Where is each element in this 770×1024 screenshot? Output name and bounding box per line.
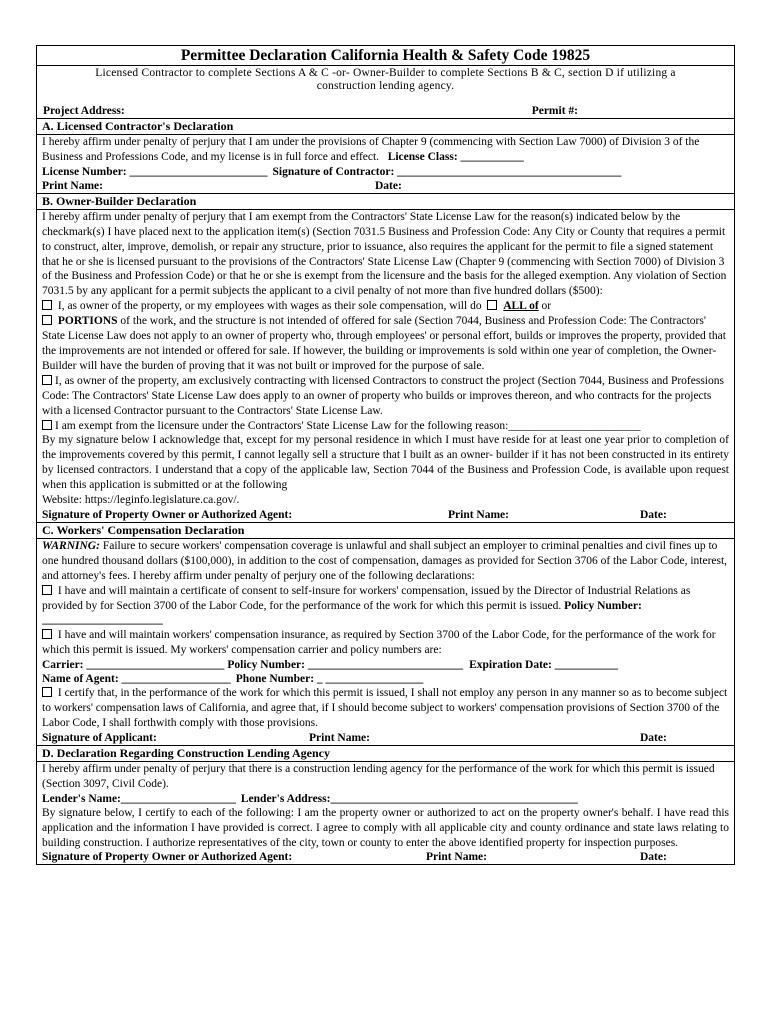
section-a-name-row [37,179,734,193]
section-b-header: B. Owner-Builder Declaration [37,193,734,210]
section-d-header: D. Declaration Regarding Construction Lending Agency [37,745,734,762]
contractor-print-name-field[interactable]: Print Name: [42,179,103,192]
section-d-signature-row [37,850,734,864]
owner-date-field[interactable]: Date: [640,508,667,521]
section-a-license-row [37,165,734,179]
owner-signature-field[interactable]: Signature of Property Owner or Authorized Agent: [42,508,293,521]
expiration-date-field[interactable]: Expiration Date: ___________ [469,659,618,672]
agent-row [37,672,734,686]
form-title: Permittee Declaration California Health & Safety Code 19825 [37,46,734,66]
exempt-checkbox[interactable] [42,420,52,430]
section-d-certify: By signature below, I certify to each of the following: I am the property owner or authorized to act on the property owner's behalf. I have read this application and the information I have provided is correct. I agree to comply with all applicable city and county ordinance and state laws relating to building construction. I authorize representatives of the city, town or county to enter the above identified property for inspection purposes. [42,806,729,849]
carrier-row [37,658,734,672]
contractor-date-field[interactable]: Date: [375,179,402,192]
license-class-field[interactable]: License Class: ___________ [387,150,524,163]
applicant-signature-field[interactable]: Signature of Applicant: [42,731,157,744]
contractor-signature-field[interactable]: Signature of Contractor: _______________________________________ [272,165,622,178]
section-c-option-3: I certify that, in the performance of the work for which this permit is issued, I shall not employ any person in any manner so as to become subject to workers' compensation laws of California, and agree that, if I should become subject to workers' compensation provisions of Section 3700 of the Labor Code, I shall forthwith comply with those provisions. [42,687,728,729]
agent-date-field[interactable]: Date: [640,851,667,864]
section-c-option-1: I have and will maintain a certificate of consent to self-insure for workers' compensation, issued by the Director of Industrial Relations as provided by for Section 3700 of the Labor Code, for the performance of the work for which this permit is issued. Policy Number: _____________________ [42,584,691,627]
section-b-website: Website: https://leginfo.legislature.ca.gov/. [42,494,240,507]
section-b-option-3: I am exempt from the licensure under the Contractors' State License Law for the following reason:_______________________ [37,419,734,434]
agent-signature-field[interactable]: Signature of Property Owner or Authorized Agent: [42,851,293,864]
section-b-option-1: I, as owner of the property, or my employees with wages as their sole compensation, will do ALL of or PORTIONS of the work, and the structure is not intended of offered for sale (Section 7044, Business and Profession Code: The Contractors' State License Law does not apply to an owner of property who, through employees' or personal effort, builds or improves the property, provided that the improvements are not intended or offered for sale. If however, the building or improvements is sold within one year of completion, the Owner-Builder will have the burden of proving that it was not built or improved for the purpose of sale. [42,300,726,372]
carrier-field[interactable]: Carrier: ________________________ [42,659,225,672]
section-c-warning: WARNING: Failure to secure workers' compensation coverage is unlawful and shall subject an employer to criminal penalties and civil fines up to one hundred thousand dollars ($100,000), in addition to the cost of compensation, damages as provided for Section 3706 of the Labor Code, interest, and attorney's fees. I hereby affirm under penalty of perjury one of the following declarations: [42,539,728,582]
self-insure-policy-field[interactable]: Policy Number: _____________________ [42,599,642,627]
section-a-text: I hereby affirm under penalty of perjury that I am under the provisions of Chapter 9 (commencing with Section Law 7000) of Division 3 of the Business and Professions Code, and my license is in full force and effect. License Class: ___________ [42,136,700,163]
project-row [37,104,734,118]
agent-phone-field[interactable]: Phone Number: _ _________________ [235,673,424,686]
applicant-date-field[interactable]: Date: [640,731,667,744]
lender-name-field[interactable]: Lender's Name:____________________ [42,792,236,805]
workers-comp-insurance-checkbox[interactable] [42,629,52,639]
policy-number-field[interactable]: Policy Number: ___________________________ [227,659,464,672]
lender-address-field[interactable]: Lender's Address:___________________________________________ [240,792,578,805]
section-d-text: I hereby affirm under penalty of perjury that there is a construction lending agency for the performance of the work for which this permit is issued (Section 3097, Civil Code). [42,762,715,790]
applicant-print-name-field[interactable]: Print Name: [309,731,370,744]
section-b-signature-row [37,508,734,522]
self-insure-checkbox[interactable] [42,585,52,595]
all-of-checkbox[interactable] [487,300,497,310]
project-address-field[interactable]: Project Address: [43,105,125,117]
licensed-contractors-checkbox[interactable] [42,375,52,385]
permit-number-field[interactable]: Permit #: [531,105,578,117]
permittee-declaration-form [36,45,735,865]
agent-print-name-field[interactable]: Print Name: [426,851,487,864]
form-subtitle: Licensed Contractor to complete Sections A & C -or- Owner-Builder to complete Sections B & C, section D if utilizing a construction lending agency. [95,67,676,92]
lender-row [37,792,734,806]
portions-checkbox[interactable] [42,315,52,325]
section-a-header: A. Licensed Contractor's Declaration [37,118,734,135]
agent-name-field[interactable]: Name of Agent: ___________________ [42,673,231,686]
section-b-option-2: I, as owner of the property, am exclusively contracting with licensed Contractors to construct the project (Section 7044, Business and Professions Code: The Contractors' State License Law does apply to an owner of property who builds or improves thereon, and who contracts for the projects with a licensed Contractor pursuant to the Contractors' State License Law. [42,374,724,417]
section-b-acknowledgement: By my signature below I acknowledge that, except for my personal residence in which I must have reside for at least one year prior to completion of the improvements covered by this permit, I cannot legally sell a structure that I built as an owner- builder if it has not been constructed in its entirety by licensed contractors. I understand that a copy of the applicable law, Section 7044 of the Business and Profession Code, is available upon request when this application is submitted or at the following [42,434,729,492]
no-employees-checkbox[interactable] [42,687,52,697]
section-c-option-2: I have and will maintain workers' compensation insurance, as required by Section 3700 of the Labor Code, for the performance of the work for which this permit is issued. My workers' compensation carrier and policy numbers are: [42,629,716,657]
section-c-header: C. Workers' Compensation Declaration [37,522,734,539]
section-c-signature-row [37,731,734,745]
owner-print-name-field[interactable]: Print Name: [448,508,509,521]
section-b-intro: I hereby affirm under penalty of perjury that I am exempt from the Contractors' State License Law for the reason(s) indicated below by the checkmark(s) I have placed next to the application item(s) (Section 7031.5 Business and Profession Code: Any City or County that requires a permit to construct, alter, improve, demolish, or repair any structure, prior to issuance, also requires the applicant for the permit to file a signed statement that he or she is licensed pursuant to the provisions of the Contractors' State License Law (Chapter 9 (commencing with Section 7000) of Division 3 of the Business and Profession Code) or that he or she is exempt from the licensure and the basis for the alleged exemption. Any violation of Section 7031.5 by any applicant for a permit subjects the applicant to a civil penalty of not more than five hundred dollars ($500): [42,210,727,298]
owner-will-do-checkbox[interactable] [42,300,52,310]
license-number-field[interactable]: License Number: ________________________ [42,165,268,178]
